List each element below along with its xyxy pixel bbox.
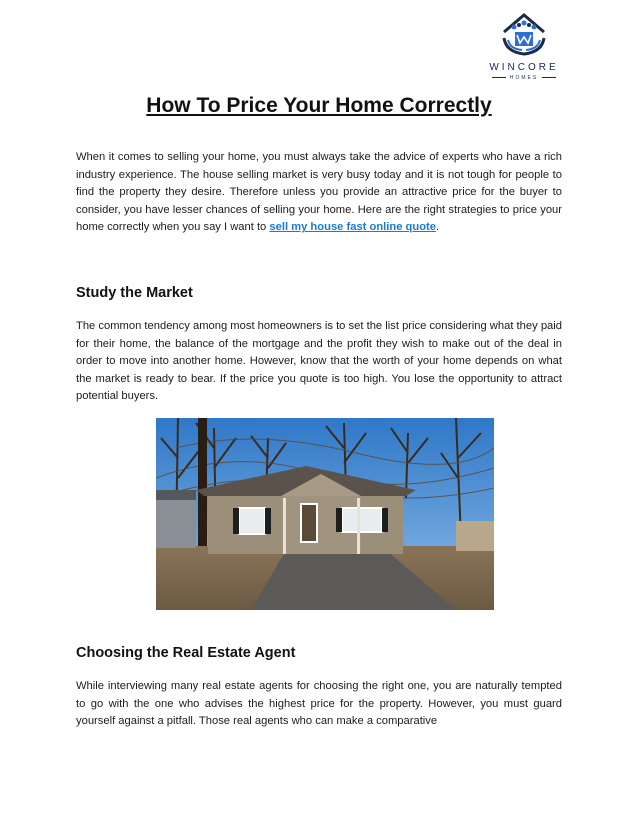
study-market-paragraph: The common tendency among most homeowners is to set the list price considering what they paid for their home, the balance of the mortgage and the profit they wish to make out of the deal in order to move into another home. However, know that the worth of your home depends on what the market is ready to bear. If the price you quote is too high. You lose the opportunity to attract potential buyers. [76,320,562,403]
page-title: How To Price Your Home Correctly [146,94,492,117]
house-hands-logo-icon [498,10,550,60]
house-photo [156,418,494,610]
section-heading-choosing-agent: Choosing the Real Estate Agent [76,645,296,661]
intro-trailing: . [436,221,440,234]
logo-wordmark: WINCORE [489,62,559,73]
wincore-logo [484,10,564,80]
sell-house-link[interactable]: sell my house fast online quote [269,221,436,234]
intro-paragraph [76,149,562,237]
section-heading-study-market: Study the Market [76,285,193,301]
logo-subline: HOMES [484,75,564,81]
choosing-agent-paragraph: While interviewing many real estate agents for choosing the right one, you are naturally tempted to go with the one who advises the highest price for the property. However, you must guard yourself against a pitfall. Those real agents who can make a comparative [76,680,562,728]
intro-text: When it comes to selling your home, you must always take the advice of experts who have a rich industry experience. The house selling market is very busy today and it is not tough for people to find the property they desire. Therefore unless you provide an attractive price for the buyer to consider, you have lesser chances of selling your home. Here are the right strategies to price your home correctly when you say I want to [76,151,562,234]
